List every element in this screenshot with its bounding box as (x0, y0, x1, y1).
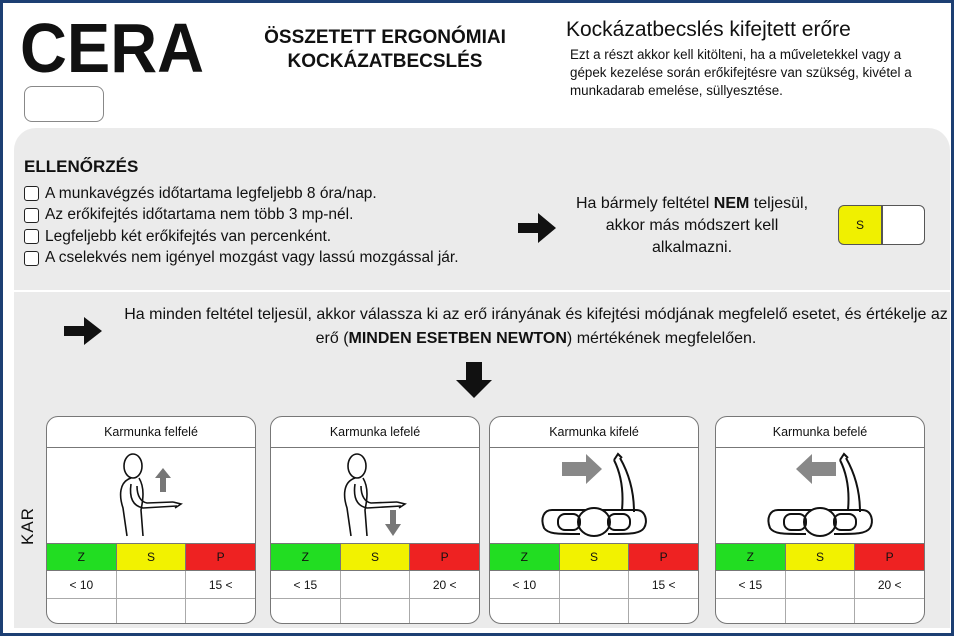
card-title: Karmunka kifelé (490, 417, 698, 448)
card-arm-in (715, 416, 925, 624)
threshold-row: < 10 15 < (490, 571, 698, 599)
checkbox[interactable] (24, 208, 39, 223)
down-arrow-icon (385, 510, 401, 536)
arm-out-figure (490, 448, 699, 543)
title-line-1: ÖSSZETETT ERGONÓMIAI (264, 27, 506, 48)
left-arrow-icon (796, 454, 836, 484)
down-arrow-icon (456, 362, 492, 398)
document-title (222, 26, 548, 74)
check-list (24, 183, 459, 269)
code-box[interactable] (24, 86, 104, 122)
check-item[interactable]: Az erőkifejtés időtartama nem több 3 mp-nél. (24, 205, 459, 227)
cera-logo (20, 18, 206, 78)
up-arrow-icon (155, 468, 171, 492)
card-title: Karmunka befelé (716, 417, 924, 448)
figure (490, 448, 698, 543)
checkbox[interactable] (24, 229, 39, 244)
figure (716, 448, 924, 543)
rating-header: Z S P (490, 543, 698, 571)
card-arm-out (489, 416, 699, 624)
right-arrow-icon (562, 454, 602, 484)
right-arrow-icon (64, 317, 102, 345)
section-divider (14, 290, 950, 292)
figure (47, 448, 255, 543)
rating-header: Z S P (271, 543, 479, 571)
condition-text: Ha bármely feltétel NEM teljesül, akkor más módszert kell alkalmazni. (575, 195, 809, 256)
threshold-row: < 15 20 < (716, 571, 924, 599)
check-title: ELLENŐRZÉS (24, 157, 139, 176)
threshold-row: < 10 15 < (47, 571, 255, 599)
side-label: KAR (18, 507, 37, 545)
title-line-2: KOCKÁZATBECSLÉS (287, 51, 483, 72)
input-row[interactable] (716, 599, 924, 623)
right-arrow-icon (518, 213, 556, 243)
threshold-row: < 15 20 < (271, 571, 479, 599)
input-row[interactable] (271, 599, 479, 623)
s-rating-box[interactable]: S (838, 205, 882, 245)
input-row[interactable] (490, 599, 698, 623)
force-heading: Kockázatbecslés kifejtett erőre (566, 18, 851, 41)
figure (271, 448, 479, 543)
input-row[interactable] (47, 599, 255, 623)
rating-input-box[interactable] (882, 205, 925, 245)
rating-header: Z S P (47, 543, 255, 571)
arm-in-figure (716, 448, 925, 543)
card-title: Karmunka lefelé (271, 417, 479, 448)
check-item[interactable]: Legfeljebb két erőkifejtés van percenként. (24, 226, 459, 248)
card-title: Karmunka felfelé (47, 417, 255, 448)
arm-up-figure (47, 448, 256, 543)
rating-header: Z S P (716, 543, 924, 571)
check-item[interactable]: A cselekvés nem igényel mozgást vagy lassú mozgással jár. (24, 248, 459, 270)
card-arm-down (270, 416, 480, 624)
checkbox[interactable] (24, 251, 39, 266)
check-item[interactable]: A munkavégzés időtartama legfeljebb 8 óra/nap. (24, 183, 459, 205)
arm-down-figure (271, 448, 480, 543)
card-arm-up (46, 416, 256, 624)
checkbox[interactable] (24, 186, 39, 201)
force-description: Ezt a részt akkor kell kitölteni, ha a műveletekkel vagy a gépek kezelése során erőkifejtésre van szükség, kivétel a munkadarab emelése, süllyesztése. (570, 47, 912, 98)
instruction-text: Ha minden feltétel teljesül, akkor válassza ki az erő irányának és kifejtési módjának megfelelő esetet, és értékelje az erő (MINDEN ESETBEN NEWTON) mértékének megfelelően. (124, 306, 948, 347)
svg-text:CERA: CERA (20, 18, 204, 78)
